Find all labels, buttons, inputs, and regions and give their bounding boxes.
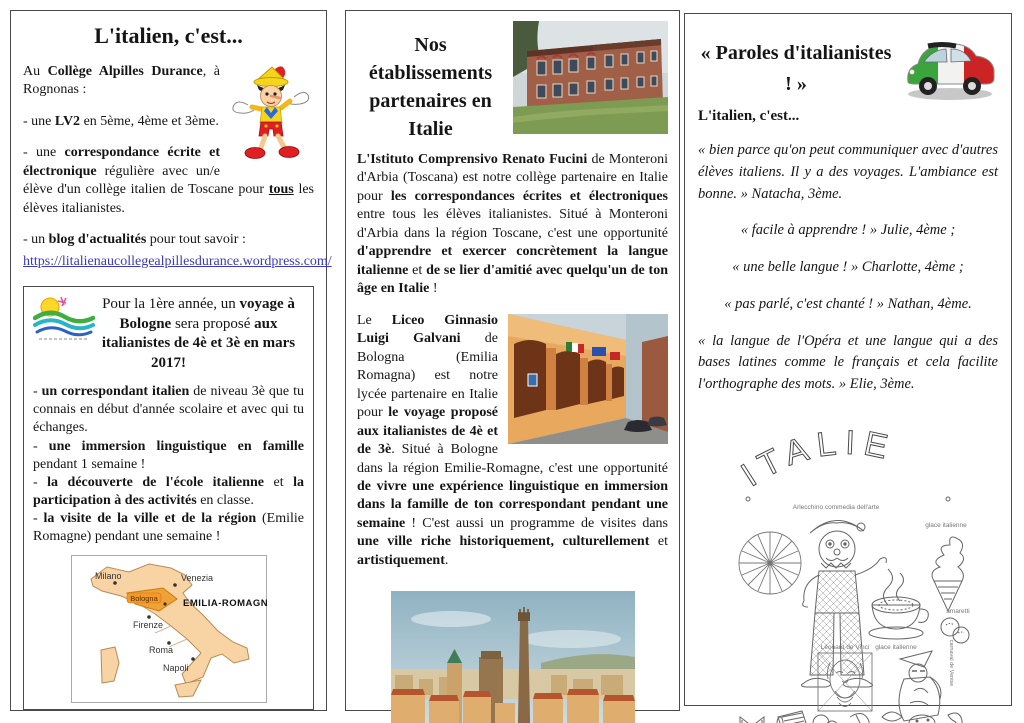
map-label-emilia-romagna: EMILIA-ROMAGNA [182, 597, 267, 609]
caption-carnaval: carnaval de Venise [948, 639, 954, 686]
middle-header [357, 15, 668, 143]
right-header [698, 18, 998, 108]
arlecchino-drawing [801, 520, 886, 687]
travel-agency-logo [33, 294, 95, 342]
right-panel-title: « Paroles d'italianistes ! » [700, 42, 892, 95]
voyage-item-visite: - la visite de la ville et de la région (Emilie Romagne) pendant une semaine ! [33, 511, 304, 545]
coloring-title: ITALIE [734, 423, 899, 494]
galvani-section [357, 312, 668, 584]
galvani-paragraph: Le Liceo Ginnasio Luigi Galvani de Bologna (Emilia Romagna) est notre lycée partenaire en Italie pour le voyage proposé aux italianistes de 4è et de 3è. Situé à Bologne dans la région Emilie-Romagne, c'est une opportunité de vivre une expérience linguistique en immersion dans la famille de ton correspondant pendant une semaine ! C'est aussi un programme de visites dans une ville riche historiquement, culturellement et artistiquement. [357, 312, 668, 568]
map-label-firenze: Firenze [132, 619, 163, 630]
middle-panel-title: Nos établissements partenaires en Italie [368, 34, 493, 140]
caption-amaretti: amaretti [946, 607, 970, 615]
intro-paragraph: Au Collège Alpilles Durance, à Rognonas : [23, 64, 220, 98]
bologna-city-photo [391, 591, 635, 723]
caption-glace: glace italienne [925, 521, 967, 529]
cappuccino-drawing [869, 569, 928, 639]
correspondance-paragraph: - une correspondance écrite et électronique régulière avec un/e élève d'un collège italien de Toscane pour tous les élèves italianistes. [23, 145, 314, 216]
voyage-box [23, 286, 314, 710]
caption-arlecchino: Arlecchino commedia dell'arte [792, 503, 880, 511]
fucini-paragraph: L'Istituto Comprensivo Renato Fucini de Monteroni d'Arbia (Toscana) est notre collège partenaire en Italie pour les correspondances écrites et électroniques entre tous les élèves italianistes. Situé à Monteroni d'Arbia dans la région Toscane, c'est une opportunité d'apprendre et exercer concrètement la langue italienne et de se lier d'amitié avec quelqu'un de ton âge en Italie ! [357, 152, 669, 297]
quote-julie: « facile à apprendre ! » Julie, 4ème ; [740, 222, 956, 239]
svg-text:ITALIE [735, 423, 899, 494]
pinocchio-image [228, 65, 314, 161]
map-label-napoli: Napoli [162, 662, 189, 673]
voyage-box-header [33, 294, 304, 374]
italy-coloring-page-image [718, 411, 978, 723]
liceo-galvani-photo [508, 314, 668, 444]
panel-middle [345, 10, 680, 711]
right-subtitle: L'italien, c'est... [698, 108, 800, 124]
quote-nathan: « pas parlé, c'est chanté ! » Nathan, 4ème. [724, 295, 972, 312]
istituto-fucini-photo [513, 21, 668, 134]
voyage-item-correspondant: - un correspondant italien de niveau 3è que tu connais en début d'année scolaire et avec qui tu échanges. [33, 383, 304, 436]
amaretti-drawing [941, 618, 969, 643]
fiat500-italian-flag-image [898, 26, 998, 104]
paper-fan-drawing [739, 532, 801, 594]
quote-natacha: « bien parce qu'on peut communiquer avec d'autres élèves italiens. Il y a des voyages. L'ambiance est bonne. » Natacha, 3ème. [698, 142, 998, 202]
left-panel-title: L'italien, c'est... [94, 23, 243, 48]
voyage-box-title: Pour la 1ère année, un voyage à Bologne sera proposé aux italianistes de 4è et 3è en mars 2017! [101, 295, 296, 372]
voyage-item-immersion: - une immersion linguistique en famille pendant 1 semaine ! [33, 438, 304, 472]
map-label-roma: Roma [148, 644, 173, 655]
quote-charlotte: « une belle langue ! » Charlotte, 4ème ; [732, 259, 964, 275]
map-label-bologna: Bologna [129, 593, 158, 603]
caption-cappuccino: glace italienne [875, 643, 917, 651]
voyage-item-ecole: - la découverte de l'école italienne et la participation à des activités en classe. [33, 474, 304, 509]
map-label-milano: Milano [94, 570, 122, 581]
panel-right [684, 13, 1012, 706]
map-label-venezia: Venezia [180, 572, 213, 583]
caption-leonardo: Léonard de Vinci [820, 643, 870, 651]
lv2-paragraph: - une LV2 en 5ème, 4ème et 3ème. [23, 113, 219, 129]
venice-mask-drawing [899, 651, 941, 721]
blog-paragraph: - un blog d'actualités pour tout savoir : [23, 232, 246, 248]
blog-link[interactable]: https://litalienaucollegealpillesdurance.wordpress.com/ [23, 253, 332, 269]
panel-left [10, 10, 332, 711]
italy-map-image [71, 555, 267, 703]
gelato-drawing [932, 537, 964, 611]
quote-elie: « la langue de l'Opéra et une langue qui a des bases latines comme le français et cela facilite l'orthographe des mots. » Elie, 3ème. [698, 332, 998, 392]
